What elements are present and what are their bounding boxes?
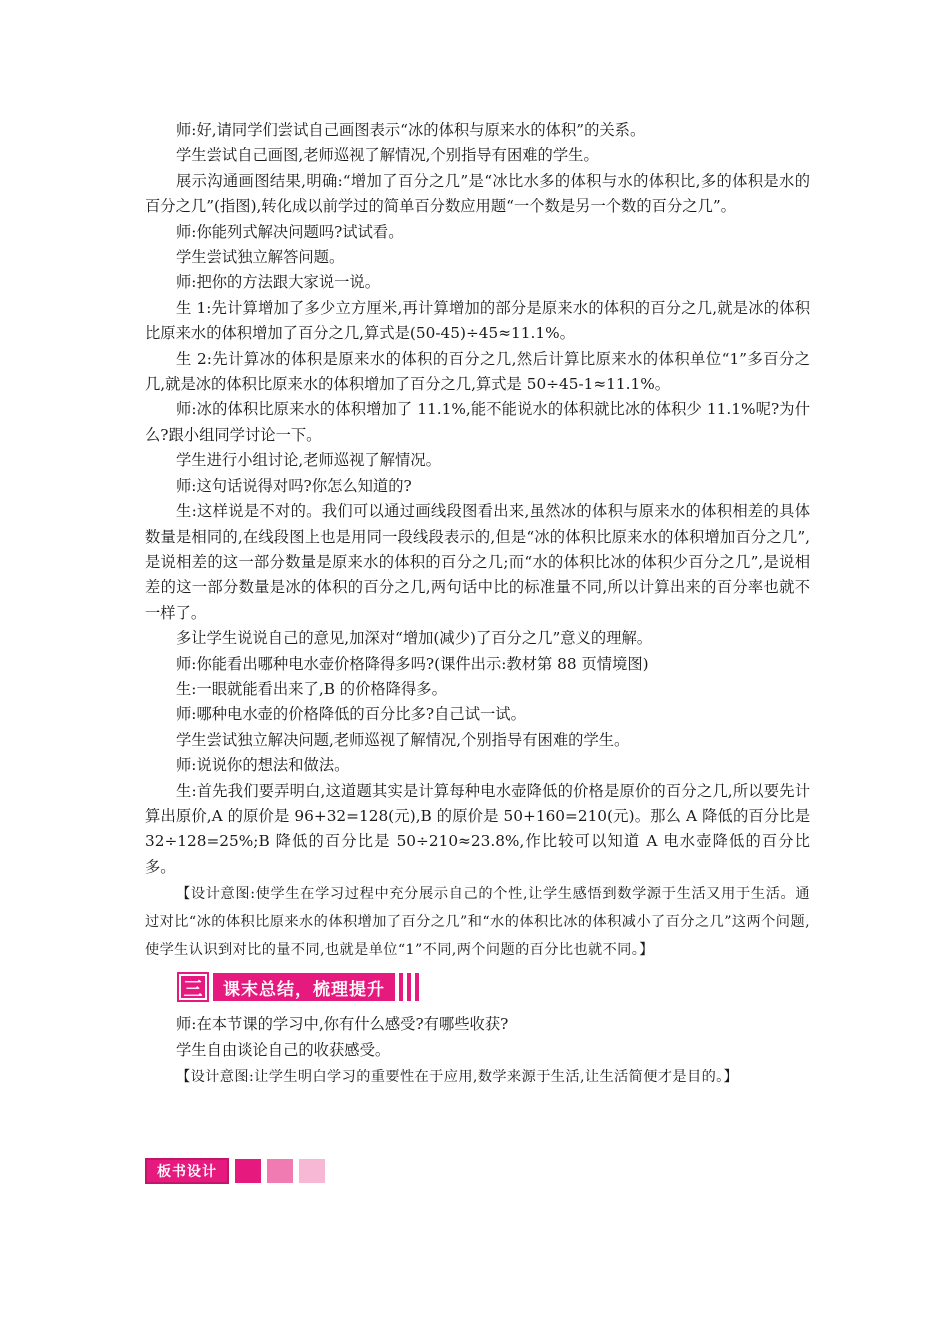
banner-stripe bbox=[415, 973, 419, 1001]
section-title: 课末总结，梳理提升 bbox=[213, 973, 395, 1001]
paragraph: 师:冰的体积比原来水的体积增加了 11.1%,能不能说水的体积就比冰的体积少 11.1%呢?为什么?跟小组同学讨论一下。 bbox=[145, 400, 810, 444]
paragraph: 师:你能列式解决问题吗?试试看。 bbox=[176, 222, 404, 241]
paragraph: 生:这样说是不对的。我们可以通过画线段图看出来,虽然冰的体积与原来水的体积相差的具体数量是相同的,在线段图上也是用同一段线段表示的,但是“冰的体积比原来水的体积增加百分之几”,是说相差的这一部分数量是原来水的体积的百分之几;而“水的体积比冰的体积少百分之几”,是说相差的这一部分数量是冰的体积的百分之几,两句话中比的标准量不同,所以计算出来的百分率也就不一样了。 bbox=[145, 502, 810, 622]
paragraph: 师:好,请同学们尝试自己画图表示“冰的体积与原来水的体积”的关系。 bbox=[176, 121, 646, 139]
design-intent-note: 【设计意图:让学生明白学习的重要性在于应用,数学来源于生活,让生活简便才是目的。】 bbox=[176, 1069, 739, 1085]
paragraph: 师:说说你的想法和做法。 bbox=[176, 756, 350, 775]
paragraph: 学生自由谈论自己的收获感受。 bbox=[176, 1040, 391, 1059]
paragraph: 学生尝试独立解决问题,老师巡视了解情况,个别指导有困难的学生。 bbox=[176, 730, 630, 749]
paragraph: 师:这句话说得对吗?你怎么知道的? bbox=[176, 476, 412, 495]
paragraph: 学生进行小组讨论,老师巡视了解情况。 bbox=[176, 451, 441, 470]
paragraph: 生 1:先计算增加了多少立方厘米,再计算增加的部分是原来水的体积的百分之几,就是冰的体积比原来水的体积增加了百分之几,算式是(50-45)÷45≈11.1%。 bbox=[145, 298, 810, 343]
paragraph: 多让学生说说自己的意见,加深对“增加(减少)了百分之几”意义的理解。 bbox=[176, 629, 653, 648]
section-number: 三 bbox=[177, 972, 209, 1002]
banner-stripe bbox=[399, 973, 403, 1001]
document-body bbox=[145, 118, 810, 1091]
board-design-label: 板书设计 bbox=[145, 1158, 229, 1184]
paragraph: 师:在本节课的学习中,你有什么感受?有哪些收获? bbox=[176, 1015, 509, 1034]
paragraph-group-bottom bbox=[145, 1012, 810, 1063]
paragraph: 师:你能看出哪种电水壶价格降得多吗?(课件出示:教材第 88 页情境图) bbox=[176, 654, 649, 673]
decorative-square bbox=[235, 1159, 261, 1183]
paragraph: 师:哪种电水壶的价格降低的百分比多?自己试一试。 bbox=[176, 705, 526, 724]
paragraph-group-top bbox=[145, 118, 810, 880]
design-intent-note: 【设计意图:使学生在学习过程中充分展示自己的个性,让学生感悟到数学源于生活又用于生活。通过对比“冰的体积比原来水的体积增加了百分之几”和“水的体积比冰的体积减小了百分之几”这两个问题,使学生认识到对比的量不同,也就是单位“1”不同,两个问题的百分比也就不同。】 bbox=[145, 886, 810, 959]
board-design-banner bbox=[145, 1158, 325, 1184]
paragraph: 展示沟通画图结果,明确:“增加了百分之几”是“冰比水多的体积与水的体积比,多的体积是水的百分之几”(指图),转化成以前学过的简单百分数应用题“一个数是另一个数的百分之几”。 bbox=[145, 171, 810, 216]
paragraph: 生:首先我们要弄明白,这道题其实是计算每种电水壶降低的价格是原价的百分之几,所以要先计算出原价,A 的原价是 96+32=128(元),B 的原价是 50+160=210(元)。那么 A 降低的百分比是 32÷128=25%;B 降低的百分比是 50÷210≈23.8%,作比较可以知道 A 电水壶降低的百分比多。 bbox=[145, 781, 810, 876]
section-banner bbox=[177, 972, 810, 1002]
banner-stripe bbox=[407, 973, 411, 1001]
paragraph: 生:一眼就能看出来了,B 的价格降得多。 bbox=[176, 679, 447, 698]
paragraph: 师:把你的方法跟大家说一说。 bbox=[176, 273, 381, 292]
paragraph: 学生尝试自己画图,老师巡视了解情况,个别指导有困难的学生。 bbox=[176, 146, 599, 165]
decorative-square bbox=[267, 1159, 293, 1183]
decorative-square bbox=[299, 1159, 325, 1183]
paragraph: 生 2:先计算冰的体积是原来水的体积的百分之几,然后计算比原来水的体积单位“1”多百分之几,就是冰的体积比原来水的体积增加了百分之几,算式是 50÷45-1≈11.1%。 bbox=[145, 349, 810, 394]
paragraph: 学生尝试独立解答问题。 bbox=[176, 248, 345, 267]
